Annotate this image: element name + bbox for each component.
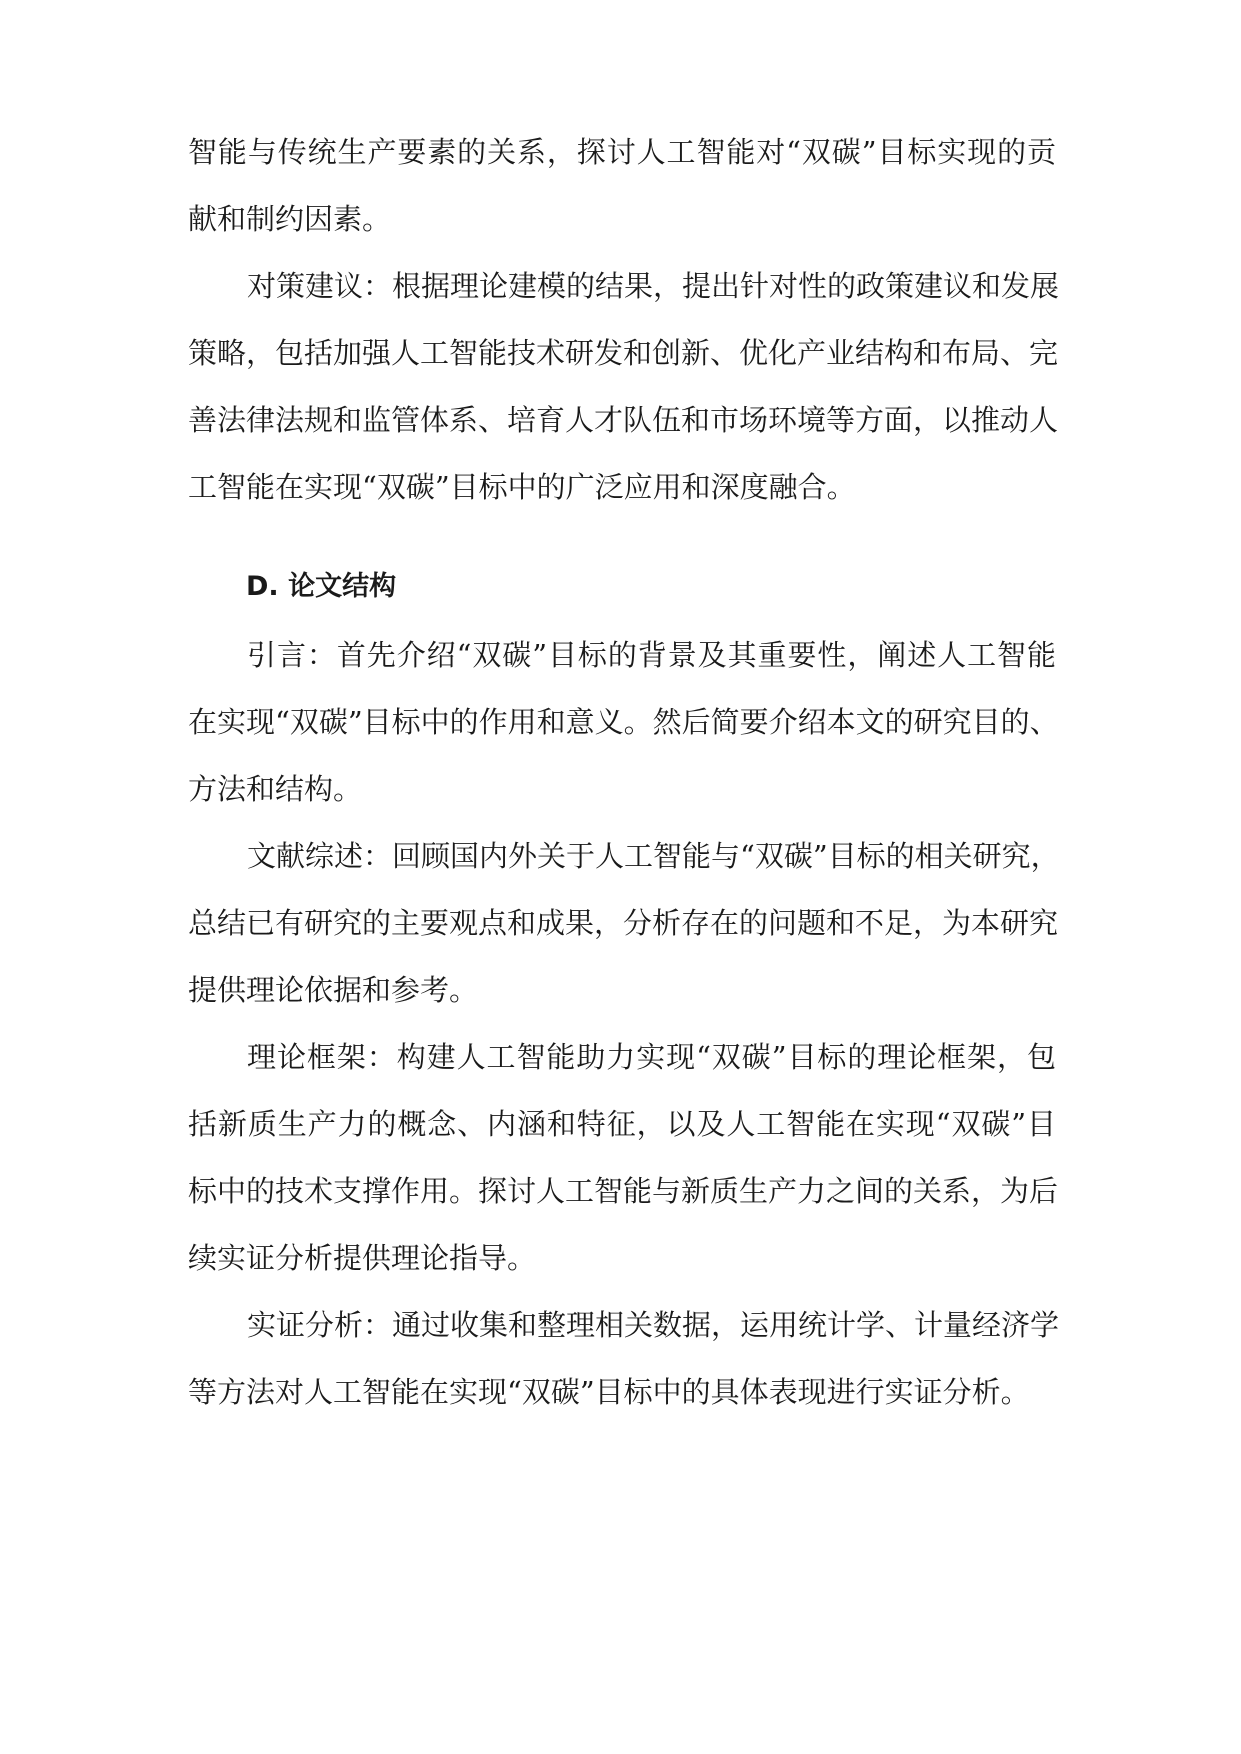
text-line: 在实现“双碳”目标中的作用和意义。然后简要介绍本文的研究目的、 (188, 705, 1059, 739)
text-line: 实证分析：通过收集和整理相关数据，运用统计学、计量经济学 (247, 1308, 1060, 1342)
text-line: 献和制约因素。 (188, 202, 392, 236)
section-heading: D. 论文结构 (246, 571, 397, 602)
text-line: 等方法对人工智能在实现“双碳”目标中的具体表现进行实证分析。 (188, 1375, 1030, 1409)
text-line: 工智能在实现“双碳”目标中的广泛应用和深度融合。 (188, 470, 856, 504)
text-line: 括新质生产力的概念、内涵和特征，以及人工智能在实现“双碳”目 (188, 1107, 1056, 1141)
text-line: 文献综述：回顾国内外关于人工智能与“双碳”目标的相关研究， (247, 839, 1060, 873)
text-line: 理论框架：构建人工智能助力实现“双碳”目标的理论框架，包 (247, 1040, 1056, 1074)
text-line: 方法和结构。 (188, 772, 363, 806)
document-page (188, 0, 1060, 1754)
text-line: 对策建议：根据理论建模的结果，提出针对性的政策建议和发展 (247, 269, 1060, 303)
text-line: 续实证分析提供理论指导。 (188, 1241, 537, 1275)
text-line: 总结已有研究的主要观点和成果，分析存在的问题和不足，为本研究 (188, 906, 1059, 940)
text-line: 引言：首先介绍“双碳”目标的背景及其重要性，阐述人工智能 (247, 638, 1056, 672)
text-line: 标中的技术支撑作用。探讨人工智能与新质生产力之间的关系，为后 (188, 1174, 1059, 1208)
text-line: 善法律法规和监管体系、培育人才队伍和市场环境等方面，以推动人 (188, 403, 1059, 437)
text-line: 智能与传统生产要素的关系，探讨人工智能对“双碳”目标实现的贡 (188, 135, 1056, 169)
text-line: 策略，包括加强人工智能技术研发和创新、优化产业结构和布局、完 (188, 336, 1059, 370)
text-line: 提供理论依据和参考。 (188, 973, 479, 1007)
